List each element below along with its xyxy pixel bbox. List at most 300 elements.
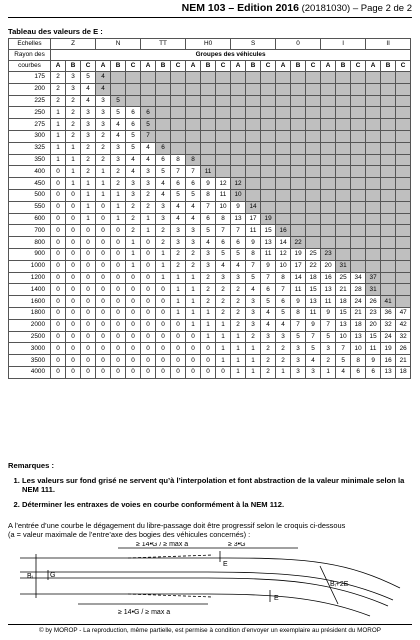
- value-cell: 1: [246, 355, 261, 367]
- radius-cell: 2000: [9, 319, 51, 331]
- value-cell: 1: [126, 248, 141, 260]
- value-cell: [306, 95, 321, 107]
- value-cell: [306, 154, 321, 166]
- value-cell: 0: [51, 201, 66, 213]
- value-cell: [231, 72, 246, 84]
- value-cell: 0: [141, 343, 156, 355]
- value-cell: [321, 83, 336, 95]
- value-cell: [396, 166, 411, 178]
- value-cell: [381, 130, 396, 142]
- value-cell: [291, 95, 306, 107]
- value-cell: 2: [231, 319, 246, 331]
- value-cell: 2: [261, 355, 276, 367]
- value-cell: 2: [96, 130, 111, 142]
- table-row: [9, 142, 411, 154]
- value-cell: 0: [51, 343, 66, 355]
- value-cell: 2: [141, 201, 156, 213]
- value-cell: 7: [276, 284, 291, 296]
- value-cell: [366, 83, 381, 95]
- value-cell: 1: [111, 189, 126, 201]
- value-cell: 0: [111, 331, 126, 343]
- value-cell: 2: [66, 107, 81, 119]
- value-cell: [171, 95, 186, 107]
- value-cell: 0: [126, 284, 141, 296]
- value-cell: [156, 83, 171, 95]
- value-cell: [381, 189, 396, 201]
- radius-cell: 2500: [9, 331, 51, 343]
- value-cell: [126, 95, 141, 107]
- value-cell: 1: [51, 154, 66, 166]
- value-cell: 1: [51, 107, 66, 119]
- value-cell: 0: [156, 366, 171, 378]
- value-cell: 6: [231, 237, 246, 249]
- value-cell: 1: [66, 178, 81, 190]
- value-cell: [336, 178, 351, 190]
- value-cell: 13: [351, 331, 366, 343]
- value-cell: 4: [276, 319, 291, 331]
- group-letter: C: [306, 61, 321, 72]
- value-cell: 0: [201, 355, 216, 367]
- radius-cell: 600: [9, 213, 51, 225]
- value-cell: [381, 272, 396, 284]
- value-cell: 0: [51, 355, 66, 367]
- value-cell: [396, 296, 411, 308]
- group-letter: B: [336, 61, 351, 72]
- value-cell: [306, 178, 321, 190]
- value-cell: 0: [96, 201, 111, 213]
- value-cell: 14: [291, 272, 306, 284]
- value-cell: 10: [336, 331, 351, 343]
- value-cell: 3: [321, 343, 336, 355]
- value-cell: 25: [306, 248, 321, 260]
- value-cell: [366, 142, 381, 154]
- value-cell: [156, 107, 171, 119]
- value-cell: 7: [261, 272, 276, 284]
- value-cell: 1: [231, 343, 246, 355]
- value-cell: 20: [366, 319, 381, 331]
- value-cell: 32: [381, 319, 396, 331]
- value-cell: 3: [216, 272, 231, 284]
- value-cell: 0: [156, 296, 171, 308]
- radius-cell: 300: [9, 130, 51, 142]
- value-cell: 3: [81, 119, 96, 131]
- value-cell: [396, 95, 411, 107]
- value-cell: [171, 72, 186, 84]
- bi-label: Bᵢ: [27, 573, 33, 580]
- value-cell: 0: [96, 225, 111, 237]
- value-cell: [171, 107, 186, 119]
- table-title: Tableau des valeurs de E :: [8, 27, 103, 36]
- value-cell: 2: [126, 225, 141, 237]
- value-cell: [201, 83, 216, 95]
- value-cell: 0: [141, 296, 156, 308]
- value-cell: 1: [186, 307, 201, 319]
- radius-cell: 900: [9, 248, 51, 260]
- value-cell: 21: [351, 307, 366, 319]
- value-cell: 0: [66, 319, 81, 331]
- remarks-list: [8, 476, 408, 509]
- value-cell: 7: [321, 319, 336, 331]
- group-letter: C: [171, 61, 186, 72]
- value-cell: 1: [81, 189, 96, 201]
- value-cell: [201, 142, 216, 154]
- value-cell: 8: [216, 213, 231, 225]
- value-cell: [246, 83, 261, 95]
- value-cell: [216, 72, 231, 84]
- value-cell: 4: [201, 237, 216, 249]
- value-cell: [381, 166, 396, 178]
- table-row: [9, 260, 411, 272]
- value-cell: 0: [66, 189, 81, 201]
- table-row: [9, 248, 411, 260]
- value-cell: 0: [51, 248, 66, 260]
- value-cell: 13: [321, 284, 336, 296]
- value-cell: 4: [126, 166, 141, 178]
- value-cell: 0: [66, 284, 81, 296]
- page-footer: © by MOROP - La reproduction, même partielle, est permise à condition d’envoyer un exemplaire au président du MOROP: [39, 627, 381, 634]
- table-row: [9, 284, 411, 296]
- value-cell: 6: [351, 366, 366, 378]
- value-cell: 13: [381, 366, 396, 378]
- value-cell: [141, 95, 156, 107]
- table-row: [9, 366, 411, 378]
- value-cell: 0: [126, 307, 141, 319]
- value-cell: 2: [96, 142, 111, 154]
- value-cell: 6: [156, 154, 171, 166]
- value-cell: 0: [96, 366, 111, 378]
- value-cell: 0: [111, 248, 126, 260]
- value-cell: [321, 130, 336, 142]
- curve-rail-1: [208, 572, 393, 600]
- group-letter: A: [96, 61, 111, 72]
- value-cell: [381, 237, 396, 249]
- value-cell: 0: [171, 366, 186, 378]
- value-cell: [321, 166, 336, 178]
- value-cell: [246, 95, 261, 107]
- value-cell: 5: [321, 331, 336, 343]
- value-cell: [306, 189, 321, 201]
- value-cell: [381, 284, 396, 296]
- value-cell: [336, 72, 351, 84]
- radius-cell: 225: [9, 95, 51, 107]
- scale-header: S: [231, 39, 276, 50]
- value-cell: [276, 201, 291, 213]
- value-cell: 0: [156, 343, 171, 355]
- value-cell: 1: [201, 307, 216, 319]
- value-cell: 4: [111, 130, 126, 142]
- value-cell: [216, 130, 231, 142]
- value-cell: [351, 201, 366, 213]
- value-cell: 7: [141, 130, 156, 142]
- value-cell: 0: [81, 366, 96, 378]
- value-cell: [306, 201, 321, 213]
- value-cell: 18: [306, 272, 321, 284]
- radius-label-1: Rayon des: [9, 50, 51, 61]
- value-cell: 15: [306, 284, 321, 296]
- value-cell: 8: [291, 307, 306, 319]
- value-cell: 3: [156, 201, 171, 213]
- value-cell: [246, 107, 261, 119]
- value-cell: [306, 213, 321, 225]
- value-cell: [396, 248, 411, 260]
- value-cell: [261, 189, 276, 201]
- value-cell: 11: [306, 307, 321, 319]
- value-cell: 1: [321, 366, 336, 378]
- edition: – Edition 2016: [225, 2, 299, 14]
- value-cell: 24: [381, 331, 396, 343]
- value-cell: [381, 154, 396, 166]
- value-cell: [291, 107, 306, 119]
- value-cell: 1: [231, 331, 246, 343]
- value-cell: 0: [141, 248, 156, 260]
- value-cell: 0: [201, 343, 216, 355]
- value-cell: 0: [111, 260, 126, 272]
- scales-corner-label: Echelles: [9, 39, 51, 50]
- value-cell: 0: [141, 331, 156, 343]
- value-cell: 0: [126, 355, 141, 367]
- value-cell: [396, 107, 411, 119]
- value-cell: [231, 130, 246, 142]
- value-cell: 1: [156, 272, 171, 284]
- value-cell: [186, 95, 201, 107]
- value-cell: [366, 248, 381, 260]
- value-cell: 0: [141, 260, 156, 272]
- value-cell: 25: [336, 272, 351, 284]
- value-cell: 0: [96, 343, 111, 355]
- value-cell: 0: [141, 366, 156, 378]
- value-cell: [336, 225, 351, 237]
- value-cell: [261, 95, 276, 107]
- value-cell: 9: [291, 296, 306, 308]
- value-cell: 2: [276, 343, 291, 355]
- value-cell: [291, 201, 306, 213]
- radius-cell: 500: [9, 189, 51, 201]
- value-cell: 17: [246, 213, 261, 225]
- value-cell: [321, 237, 336, 249]
- value-cell: 0: [96, 331, 111, 343]
- value-cell: [381, 213, 396, 225]
- value-cell: [246, 142, 261, 154]
- value-cell: 0: [201, 366, 216, 378]
- group-letter: A: [366, 61, 381, 72]
- value-cell: [336, 237, 351, 249]
- value-cell: 0: [96, 248, 111, 260]
- value-cell: [396, 72, 411, 84]
- value-cell: 0: [81, 296, 96, 308]
- value-cell: 9: [261, 260, 276, 272]
- value-cell: 7: [216, 225, 231, 237]
- table-row: [9, 213, 411, 225]
- value-cell: 0: [81, 343, 96, 355]
- value-cell: [126, 72, 141, 84]
- value-cell: 19: [381, 343, 396, 355]
- group-letter: B: [201, 61, 216, 72]
- value-cell: [336, 130, 351, 142]
- value-cell: 0: [96, 319, 111, 331]
- value-cell: 0: [141, 355, 156, 367]
- value-cell: 0: [141, 237, 156, 249]
- value-cell: 0: [66, 213, 81, 225]
- value-cell: [381, 95, 396, 107]
- value-cell: [246, 178, 261, 190]
- value-cell: [336, 154, 351, 166]
- value-cell: 0: [96, 213, 111, 225]
- value-cell: 1: [246, 343, 261, 355]
- value-cell: 6: [126, 119, 141, 131]
- value-cell: 32: [396, 331, 411, 343]
- value-cell: 4: [96, 72, 111, 84]
- value-cell: [291, 213, 306, 225]
- value-cell: 10: [231, 189, 246, 201]
- page-number: – Page 2 de 2: [350, 3, 412, 14]
- value-cell: 3: [141, 178, 156, 190]
- vehicle-groups-label: Groupes des véhicules: [51, 50, 411, 61]
- value-cell: [321, 189, 336, 201]
- value-cell: [276, 142, 291, 154]
- value-cell: 1: [216, 319, 231, 331]
- value-cell: [381, 225, 396, 237]
- table-row: [9, 166, 411, 178]
- value-cell: [321, 225, 336, 237]
- value-cell: 0: [111, 355, 126, 367]
- value-cell: 18: [336, 296, 351, 308]
- radius-cell: 1600: [9, 296, 51, 308]
- value-cell: 3: [276, 331, 291, 343]
- value-cell: [396, 154, 411, 166]
- value-cell: 0: [51, 260, 66, 272]
- value-cell: 1: [171, 296, 186, 308]
- value-cell: 0: [51, 237, 66, 249]
- value-cell: 2: [81, 154, 96, 166]
- value-cell: 21: [336, 284, 351, 296]
- scale-header: H0: [186, 39, 231, 50]
- value-cell: [351, 72, 366, 84]
- e-label-top: E: [223, 561, 228, 568]
- value-cell: [351, 83, 366, 95]
- value-cell: 0: [51, 307, 66, 319]
- value-cell: 20: [321, 260, 336, 272]
- value-cell: [351, 213, 366, 225]
- value-cell: 0: [51, 331, 66, 343]
- value-cell: 3: [66, 72, 81, 84]
- group-letter: A: [231, 61, 246, 72]
- value-cell: [186, 72, 201, 84]
- value-cell: [336, 189, 351, 201]
- value-cell: 1: [66, 166, 81, 178]
- value-cell: 0: [66, 331, 81, 343]
- value-cell: 7: [246, 260, 261, 272]
- value-cell: [351, 95, 366, 107]
- table-row: [9, 355, 411, 367]
- page-header: [8, 2, 412, 16]
- value-cell: [366, 237, 381, 249]
- value-cell: [216, 142, 231, 154]
- edition-code: (20181030): [298, 3, 351, 14]
- value-cell: [261, 142, 276, 154]
- value-cell: [171, 142, 186, 154]
- value-cell: 13: [336, 319, 351, 331]
- value-cell: 0: [96, 237, 111, 249]
- value-cell: 5: [306, 343, 321, 355]
- value-cell: 2: [156, 225, 171, 237]
- value-cell: [216, 95, 231, 107]
- value-cell: 2: [111, 178, 126, 190]
- value-cell: [396, 213, 411, 225]
- value-cell: 26: [396, 343, 411, 355]
- value-cell: 0: [81, 260, 96, 272]
- value-cell: 5: [231, 248, 246, 260]
- value-cell: 3: [291, 355, 306, 367]
- radius-cell: 350: [9, 154, 51, 166]
- value-cell: 0: [66, 272, 81, 284]
- table-row: [9, 201, 411, 213]
- value-cell: 11: [291, 284, 306, 296]
- value-cell: [261, 166, 276, 178]
- value-cell: 0: [156, 284, 171, 296]
- value-cell: [171, 83, 186, 95]
- value-cell: [111, 72, 126, 84]
- right-dimension-label: ≥ 3•G: [228, 542, 246, 548]
- value-cell: [201, 95, 216, 107]
- value-cell: 4: [246, 284, 261, 296]
- value-cell: 15: [336, 307, 351, 319]
- value-cell: 3: [291, 343, 306, 355]
- value-cell: 0: [51, 272, 66, 284]
- value-cell: 5: [156, 166, 171, 178]
- value-cell: 5: [336, 355, 351, 367]
- value-cell: [261, 130, 276, 142]
- value-cell: 2: [171, 260, 186, 272]
- value-cell: 0: [81, 225, 96, 237]
- value-cell: 9: [201, 178, 216, 190]
- value-cell: [231, 107, 246, 119]
- value-cell: [321, 107, 336, 119]
- value-cell: 0: [81, 307, 96, 319]
- value-cell: 0: [111, 319, 126, 331]
- value-cell: [336, 213, 351, 225]
- value-cell: 12: [231, 178, 246, 190]
- value-cell: 5: [261, 296, 276, 308]
- group-letter: C: [126, 61, 141, 72]
- value-cell: [321, 154, 336, 166]
- value-cell: 0: [111, 307, 126, 319]
- value-cell: 9: [366, 355, 381, 367]
- value-cell: 9: [306, 319, 321, 331]
- value-cell: [231, 83, 246, 95]
- value-cell: 0: [96, 284, 111, 296]
- radius-cell: 3500: [9, 355, 51, 367]
- scale-header: II: [366, 39, 411, 50]
- remark-item-1: 1. Les valeurs sur fond grisé ne servent qu’à l’interpolation et font abstraction de la valeur minimale selon la NEM 111.: [22, 476, 408, 494]
- value-cell: 16: [276, 225, 291, 237]
- value-cell: 1: [276, 366, 291, 378]
- value-cell: [201, 72, 216, 84]
- value-cell: 34: [351, 272, 366, 284]
- table-row: [9, 130, 411, 142]
- value-cell: [351, 178, 366, 190]
- value-cell: 2: [171, 248, 186, 260]
- value-cell: 15: [366, 331, 381, 343]
- value-cell: 6: [126, 107, 141, 119]
- value-cell: [261, 154, 276, 166]
- value-cell: 3: [126, 178, 141, 190]
- value-cell: 5: [81, 72, 96, 84]
- value-cell: 4: [261, 319, 276, 331]
- value-cell: 2: [96, 154, 111, 166]
- value-cell: [366, 119, 381, 131]
- value-cell: [381, 107, 396, 119]
- value-cell: [231, 166, 246, 178]
